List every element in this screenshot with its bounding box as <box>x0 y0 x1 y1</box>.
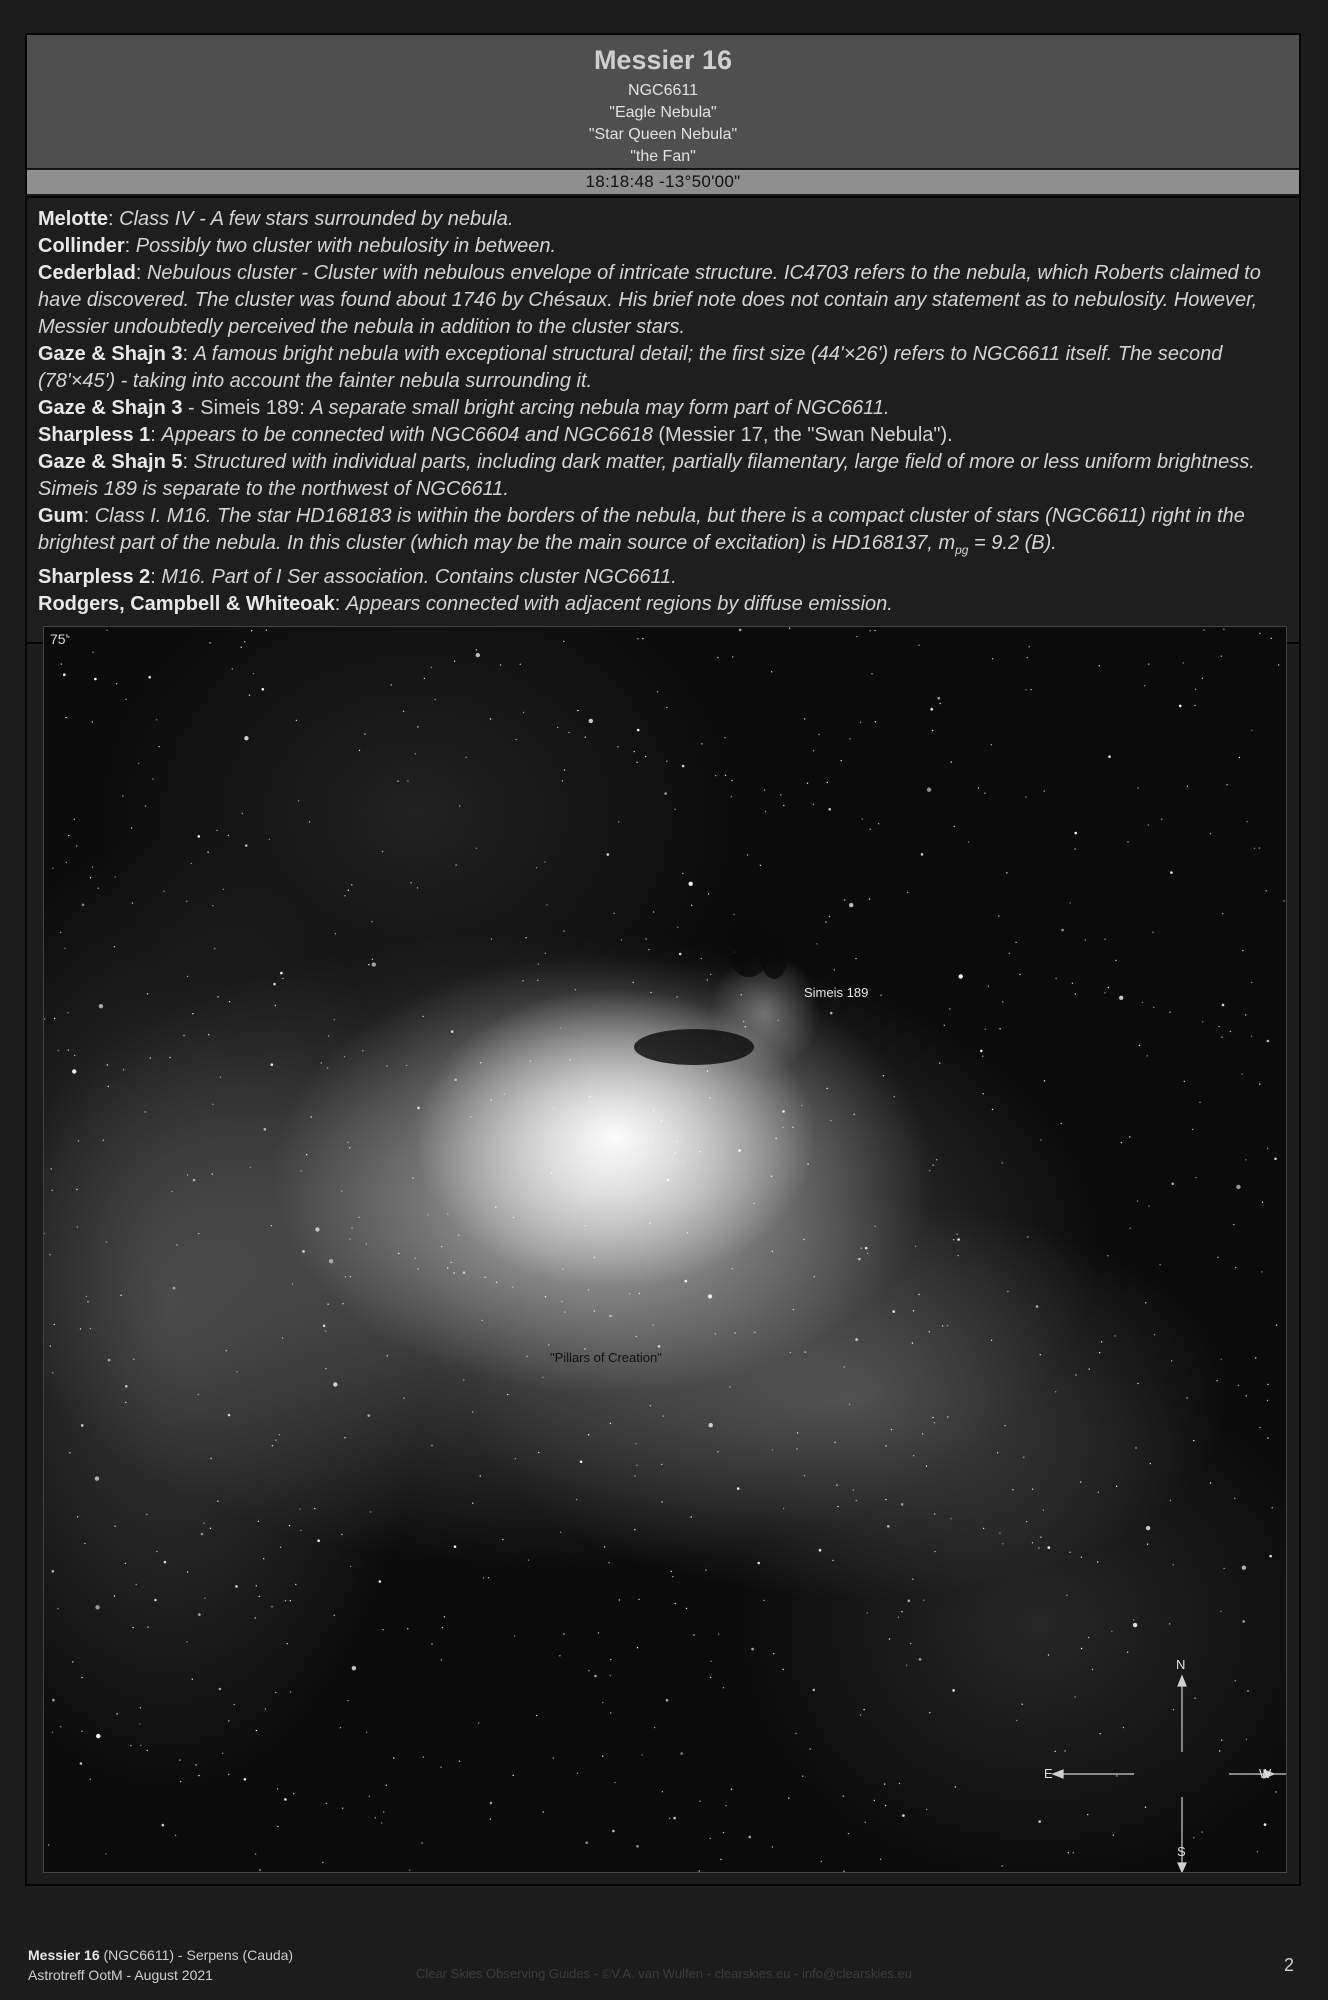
description-gum: Gum: Class I. M16. The star HD168183 is within the borders of the nebula, but there is a compact cluster of stars (NGC6611) right in the brightest part of the nebula. In this cluster (which may be the main source of excitation) is HD168137, $m_{pg} = 9.2$ (B). <box>38 505 1245 557</box>
coordinates-bar: 18:18:48 -13°50'00" <box>27 170 1299 194</box>
description-gaze-shajn-5: Gaze & Shajn 5: Structured with individual parts, including dark matter, partially filamentary, large field of more or less uniform brightness. Simeis 189 is separate to the northwest of NGC6611. <box>38 451 1255 500</box>
description-sharpless-2: Sharpless 2: M16. Part of I Ser association. Contains cluster NGC6611. <box>38 566 677 588</box>
description-cederblad: Cederblad: Nebulous cluster - Cluster with nebulous envelope of intricate structure. IC4703 refers to the nebula, which Roberts claimed to have discovered. The cluster was found about 1746 by Chésaux. His brief note does not contain any statement as to nebulosity. However, Messier undoubtedly perceived the nebula in addition to the cluster stars. <box>38 262 1261 338</box>
catalog-descriptions <box>27 196 1299 644</box>
footer-event: Astrotreff OotM - August 2021 <box>28 1967 213 1983</box>
compass-south: S <box>1177 1844 1186 1859</box>
pillars-of-creation-label: "Pillars of Creation" <box>550 1350 662 1365</box>
guide-frame <box>25 33 1301 1886</box>
compass-east: E <box>1044 1766 1053 1781</box>
description-rodgers-campbell-whiteoak: Rodgers, Campbell & Whiteoak: Appears connected with adjacent regions by diffuse emission. <box>38 593 893 615</box>
page-number: 2 <box>1283 1955 1294 1975</box>
common-name-2: "Star Queen Nebula" <box>588 126 738 143</box>
footer-object: Messier 16 <box>28 1947 100 1963</box>
description-gaze-shajn-3: Gaze & Shajn 3: A famous bright nebula with exceptional structural detail; the first size (44'×26') refers to NGC6611 itself. The second (78'×45') - taking into account the fainter nebula surrounding it. <box>38 343 1223 392</box>
description-gaze-shajn-3-simeis: Gaze & Shajn 3 - Simeis 189: A separate small bright arcing nebula may form part of NGC6611. <box>38 397 890 419</box>
object-header <box>27 35 1299 169</box>
common-name-3: "the Fan" <box>630 148 696 165</box>
footer-object-detail: (NGC6611) - Serpens (Cauda) <box>99 1947 294 1963</box>
simeis-189-label: Simeis 189 <box>804 985 869 1000</box>
compass-rose <box>44 627 1286 1872</box>
footer-credits: Clear Skies Observing Guides - ©V.A. van Wulfen - clearskies.eu - info@clearskies.eu <box>415 1966 913 1981</box>
compass-north: N <box>1176 1657 1186 1672</box>
object-title: Messier 16 <box>593 45 733 75</box>
description-sharpless-1: Sharpless 1: Appears to be connected with NGC6604 and NGC6618 (Messier 17, the "Swan Nebula"). <box>38 424 953 446</box>
compass-west: W <box>1259 1766 1272 1781</box>
common-name-1: "Eagle Nebula" <box>609 104 717 121</box>
catalog-id: NGC6611 <box>628 82 698 99</box>
description-melotte: Melotte: Class IV - A few stars surrounded by nebula. <box>38 208 514 230</box>
field-of-view-label: 75' <box>50 631 69 647</box>
description-collinder: Collinder: Possibly two cluster with nebulosity in between. <box>38 235 557 257</box>
nebula-photograph <box>43 626 1287 1873</box>
